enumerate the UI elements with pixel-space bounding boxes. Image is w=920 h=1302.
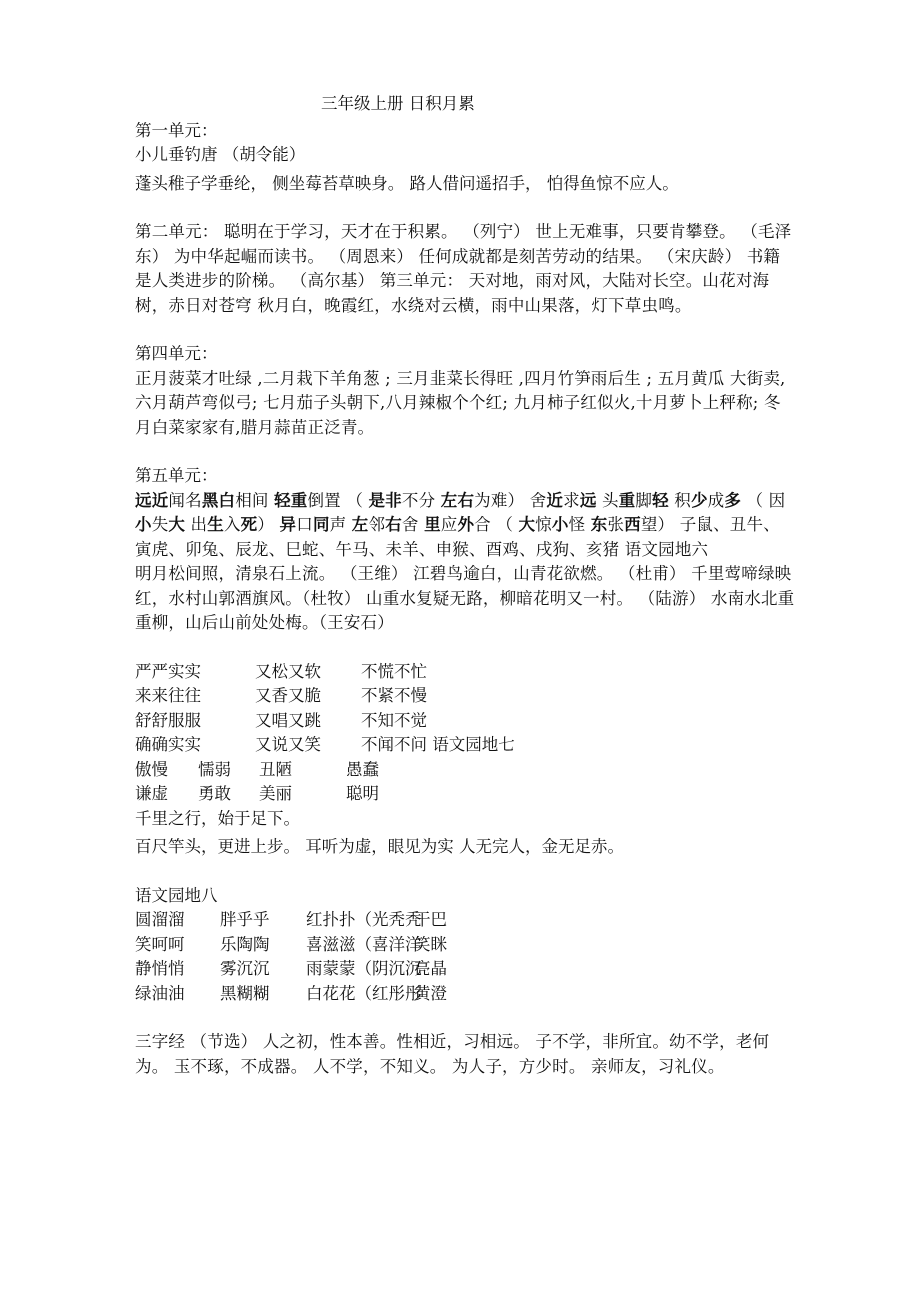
unit8-row <box>135 933 795 958</box>
grid-cell: 又松又软 <box>255 661 321 681</box>
idiom-bold-segment: 轻 <box>652 490 669 510</box>
words-row <box>135 684 795 709</box>
idiom-bold-segment: 小 <box>551 515 569 534</box>
idiom-bold-segment: 轻重 <box>274 490 308 510</box>
idiom-text-segment: 求 <box>563 490 580 510</box>
idiom-bold-segment: 生 <box>207 515 224 534</box>
idiom-text-segment: 舍 <box>401 515 425 534</box>
idiom-text-segment: 张 <box>607 515 625 534</box>
grid-cell: 又说又笑 <box>255 735 321 754</box>
grid-cell: 又香又脆 <box>255 686 321 705</box>
page-title: 三年级上册 日积月累 <box>321 94 475 113</box>
saying-line-2: 百尺竿头，更进上步。 耳听为虚，眼见为实 人无完人，金无足赤。 <box>135 837 624 856</box>
grid-cell: 红扑扑（光秃秃 <box>306 910 422 929</box>
grid-cell: 傲慢 <box>135 759 168 779</box>
idiom-text-segment: 邻 <box>368 515 386 534</box>
idiom-bold-segment: 外 <box>457 515 475 534</box>
grid-cell: 白花花（红彤彤 <box>306 983 422 1003</box>
grid-cell: 雨蒙蒙（阴沉沉 <box>306 959 422 978</box>
idiom-text-segment: （ 因 <box>741 490 786 510</box>
grid-cell: 黄澄 <box>414 983 447 1003</box>
grid-cell: 严严实实 <box>135 661 201 681</box>
idiom-text-segment: 怪 <box>568 515 591 534</box>
idiom-text-segment: 倒置 （ <box>307 490 369 510</box>
grid-cell: 笑呵呵 <box>135 934 185 954</box>
unit8-heading: 语文园地八 <box>135 885 218 905</box>
grid-cell: 愚蠢 <box>346 759 379 779</box>
antonym-row <box>135 758 795 783</box>
idiom-bold-segment: 远近 <box>135 490 169 510</box>
grid-cell: 静悄悄 <box>135 959 185 978</box>
grid-cell: 懦弱 <box>198 759 231 779</box>
unit2-3-text: 第二单元： 聪明在于学习，天才在于积累。 （列宁） 世上无难事，只要肯攀登。 （毛泽东） 为中华起崛而读书。 （周恩来） 任何成就都是刻苦劳动的结果。 （宋庆龄） 书籍是人类进步的阶梯。 （高尔基） 第三单元： 天对地，雨对风，大陆对长空。山花对海树，赤日对苍穹 秋月白，晚霞红，水绕对云横，雨中山果落，灯下草虫鸣。 <box>135 222 792 315</box>
grid-cell: 胖乎乎 <box>220 910 270 929</box>
idiom-text-segment: 头 <box>596 490 619 510</box>
grid-cell: 黑糊糊 <box>220 983 270 1003</box>
grid-cell: 笑眯 <box>414 934 447 954</box>
unit4-text: 正月菠菜才吐绿 ,二月栽下羊角葱 ; 三月韭菜长得旺 ,四月竹笋雨后生 ; 五月黄瓜 大街卖,六月葫芦弯似弓; 七月茄子头朝下,八月辣椒个个红; 九月柿子红似火,十月萝卜上秤称; 冬月白菜家家有,腊月蒜苗正泛青。 <box>135 368 786 437</box>
unit1-poem-title: 小儿垂钓唐 （胡令能） <box>135 145 306 164</box>
idiom-text-segment: 相间 <box>235 490 275 510</box>
idiom-text-segment: 出 <box>185 515 208 534</box>
unit1-poem: 蓬头稚子学垂纶， 侧坐莓苔草映身。 路人借问遥招手， 怕得鱼惊不应人。 <box>135 173 679 193</box>
idiom-text-segment: 成 <box>707 490 725 510</box>
unit8-row <box>135 982 795 1007</box>
idiom-text-segment: 合 （ <box>474 515 519 534</box>
idiom-bold-segment: 异 <box>279 515 297 534</box>
grid-cell: 不紧不慢 <box>361 686 427 705</box>
unit5-idioms <box>135 489 795 563</box>
grid-cell: 雾沉沉 <box>220 959 270 978</box>
grid-cell: 不知不觉 <box>361 710 427 730</box>
grid-cell: 确确实实 <box>135 735 201 754</box>
unit5-poems: 明月松间照，清泉石上流。 （王维） 江碧鸟逾白，山青花欲燃。 （杜甫） 千里莺啼绿映红，水村山郭酒旗风。（杜牧） 山重水复疑无路，柳暗花明又一村。 （陆游） 水南水北重重柳，山后山前处处梅。（王安石） <box>135 564 795 632</box>
idiom-bold-segment: 左右 <box>440 490 475 510</box>
unit5-heading: 第五单元： <box>135 466 218 485</box>
idiom-bold-segment: 东 <box>590 515 608 534</box>
idiom-text-segment: 入 <box>223 515 241 534</box>
idiom-text-segment: 望） 子鼠、丑牛、寅虎、卯兔、辰龙、巳蛇、午马、未羊、申猴、酉鸡、戌狗、亥猪 语文园地六 <box>135 515 780 559</box>
idiom-text-segment: 声 <box>329 515 352 534</box>
unit8-row <box>135 908 795 933</box>
grid-cell: 丑陋 <box>259 759 292 779</box>
grid-cell: 亮晶 <box>414 959 447 978</box>
grid-cell: 乐陶陶 <box>220 934 270 954</box>
grid-cell: 谦虚 <box>135 784 168 803</box>
saying-line-1: 千里之行，始于足下。 <box>135 808 300 828</box>
idiom-bold-segment: 大 <box>168 515 186 534</box>
idiom-text-segment: 口 <box>296 515 313 534</box>
words-row <box>135 660 795 685</box>
idiom-bold-segment: 重 <box>618 490 636 510</box>
grid-cell: 聪明 <box>346 784 379 803</box>
unit8-words-grid <box>135 908 795 1006</box>
idiom-text-segment: 惊 <box>535 515 552 534</box>
grid-cell: 美丽 <box>259 784 292 803</box>
sanzijing-text: 三字经 （节选） 人之初，性本善。性相近，习相远。 子不学，非所宜。幼不学，老何为。 玉不琢，不成器。 人不学，不知义。 为人子，方少时。 亲师友，习礼仪。 <box>135 1032 770 1076</box>
idiom-bold-segment: 是非 <box>368 490 402 510</box>
grid-cell: 绿油油 <box>135 983 185 1003</box>
unit8-row <box>135 957 795 982</box>
idiom-bold-segment: 远 <box>579 490 597 510</box>
antonym-grid <box>135 758 795 807</box>
idiom-text-segment: 积 <box>668 490 691 510</box>
reduplicated-words-grid <box>135 660 795 758</box>
idiom-text-segment: 应 <box>440 515 458 534</box>
idiom-bold-segment: 大 <box>518 515 536 534</box>
grid-cell: 圆溜溜 <box>135 910 185 929</box>
idiom-bold-segment: 小 <box>135 515 152 534</box>
grid-cell: 干巴 <box>414 910 447 929</box>
unit1-heading: 第一单元： <box>135 120 218 140</box>
grid-cell: 喜滋滋（喜洋洋 <box>306 934 422 954</box>
grid-cell: 勇敢 <box>198 784 231 803</box>
idiom-bold-segment: 右 <box>385 515 402 534</box>
antonym-row <box>135 782 795 807</box>
idiom-text-segment: 闻名 <box>168 490 202 510</box>
words-row <box>135 709 795 734</box>
idiom-text-segment: 失 <box>151 515 169 534</box>
idiom-bold-segment: 多 <box>724 490 742 510</box>
idiom-text-segment: 不分 <box>401 490 441 510</box>
document-page <box>135 92 795 1079</box>
idiom-bold-segment: 近 <box>546 490 564 510</box>
unit4-heading: 第四单元： <box>135 344 218 363</box>
idiom-text-segment: 为难） 舍 <box>474 490 547 510</box>
grid-cell: 又唱又跳 <box>255 710 321 730</box>
idiom-bold-segment: 西 <box>624 515 641 534</box>
grid-cell: 不慌不忙 <box>361 661 427 681</box>
idiom-bold-segment: 少 <box>690 490 708 510</box>
idiom-bold-segment: 里 <box>424 515 441 534</box>
idiom-text-segment: ） <box>257 515 280 534</box>
grid-cell: 舒舒服服 <box>135 710 201 730</box>
idiom-bold-segment: 死 <box>240 515 258 534</box>
grid-cell: 来来往往 <box>135 686 201 705</box>
words-row <box>135 733 795 758</box>
grid-cell: 不闻不问 语文园地七 <box>361 735 515 754</box>
idiom-text-segment: 脚 <box>635 490 653 510</box>
idiom-bold-segment: 黑白 <box>201 490 236 510</box>
idiom-bold-segment: 同 <box>312 515 330 534</box>
idiom-bold-segment: 左 <box>351 515 369 534</box>
